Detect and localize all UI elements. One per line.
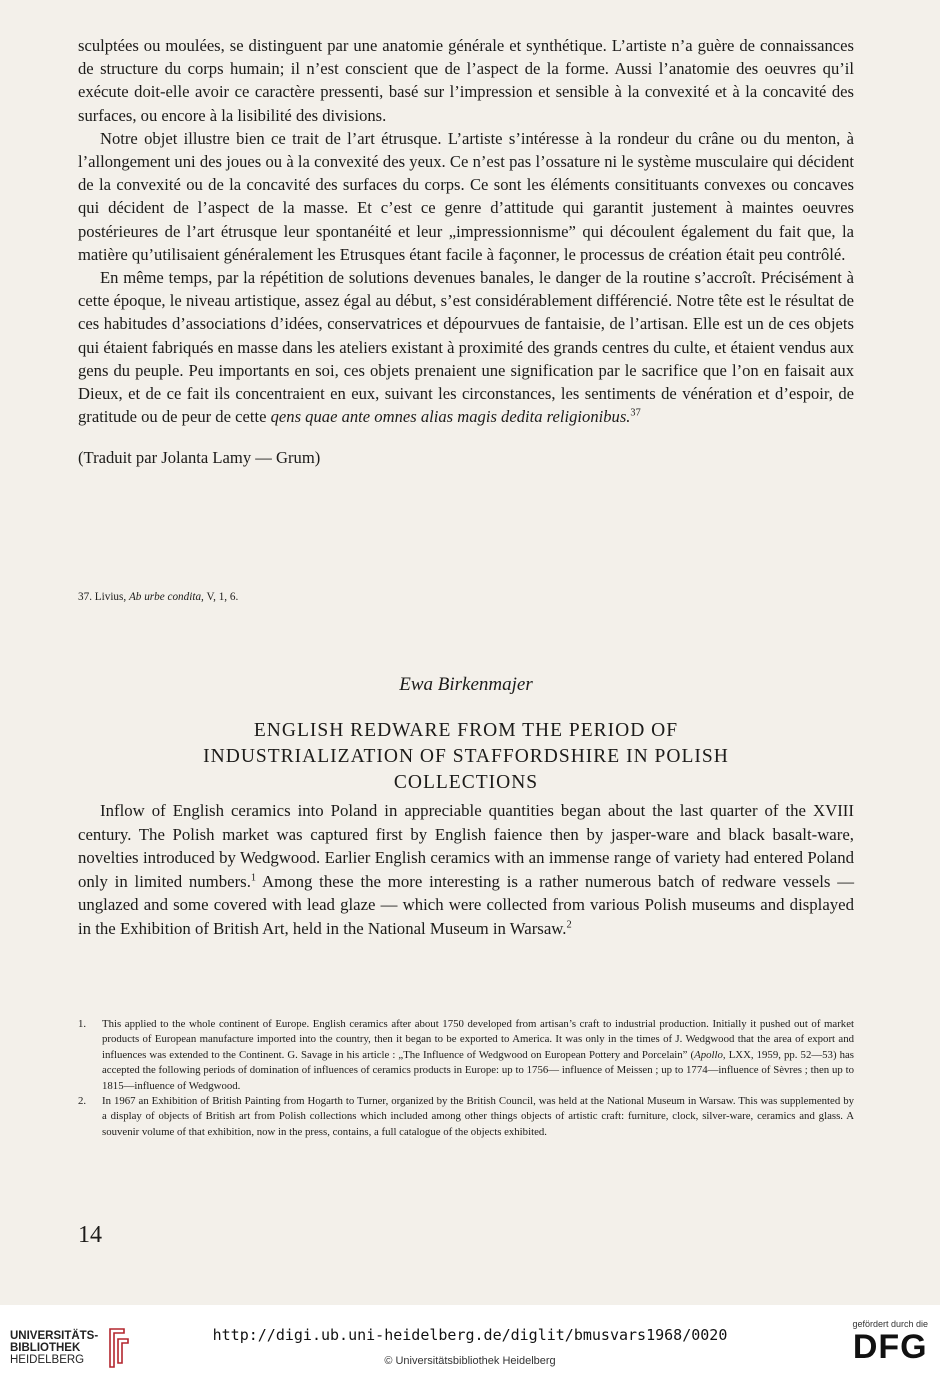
copyright-text: © Universitätsbibliothek Heidelberg xyxy=(384,1355,556,1367)
document-url-link[interactable]: http://digi.ub.uni-heidelberg.de/diglit/bmusvars1968/0020 xyxy=(212,1326,728,1344)
title-line: ENGLISH REDWARE FROM THE PERIOD OF xyxy=(253,720,679,741)
footnote-text: In 1967 an Exhibition of British Painting from Hogarth to Turner, organized by the British Council, was held at the National Museum in Warsaw. This was supplemented by a display of objects of British art from Polish collections which included among other things objects of artistic craft: furniture, clock, silver-ware, ceramics and glass. A souvenir volume of that exhibition, now in the press, contains, a full catalogue of the objects exhibited. xyxy=(102,1095,854,1138)
footnote-number: 1. xyxy=(78,1018,87,1030)
paragraph-text: En même temps, par la répétition de solutions devenues banales, le danger de la routine s’accroît. Précisément à cette époque, le niveau artistique, assez égal au début, s’est considérablement différencié. Notre tête est le résultat de ces habitudes d’associations d’idées, conservatrices et dépourvues de fantaisie, de l’artisan. Elle est un de ces objets qui étaient fabriqués en masse dans les ateliers existant à proximité des grands centres du culte, et étaient vendus aux gens du peuple. Peu importants en soi, ces objets prenaient une signification par le sacrifice que l’on en faisait aux Dieux, et de ce fait ils concentraient en eux, suivant les circonstances, les sentiments de vénération et d’espoir, de gratitude ou de peur de cette xyxy=(78,268,854,427)
latin-quote: qens quae ante omnes alias magis dedita religionibus. xyxy=(270,407,631,427)
ub-line: UNIVERSITÄTS- xyxy=(10,1330,99,1342)
title-line: INDUSTRIALIZATION OF STAFFORDSHIRE IN POLISH xyxy=(203,746,729,767)
footnote xyxy=(78,1094,854,1140)
paragraph-text: Inflow of English ceramics into Poland in appreciable quantities began about the last quarter of the XVIII century. The Polish market was captured first by English faience then by jasper-ware and black basalt-ware, novelties introduced by Wedgwood. Earlier English ceramics with an immense range of variety had entered Poland only in limited numbers. xyxy=(78,801,854,891)
footnote-37 xyxy=(78,591,854,603)
paragraph: Notre objet illustre bien ce trait de l’art étrusque. L’artiste s’intéresse à la rondeur du crâne ou du menton, à l’allongement uni des joues ou à la convexité des yeux. Ce n’est pas l’ossature ni le système musculaire qui décident de la convexité ou de la concavité des surfaces du corps. Ce sont les éléments consitituants convexes ou concaves qui décident de l’aspect de la masse. Et c’est ce genre d’attitude qui garantit justement à maintes oeuvres postérieures de l’art étrusque leur spontanéité et leur „impressionnisme” qui découlent également du fait que, la matière qu’utilisaient généralement les Etrusques étant facile à façonner, le processus de création était peu contrôlé. xyxy=(78,128,854,264)
footnote-ref: 1 xyxy=(250,872,257,884)
footnote-ref: 37 xyxy=(630,407,641,419)
ub-line: HEIDELBERG xyxy=(10,1354,85,1366)
footnote-number: 37. xyxy=(78,591,92,603)
footnote-text-part: LXX, 1959, pp. 52—53) has accepted the following periods of domination of influences of ceramics products in Europe: up to 1756— influence of Meissen ; up to 1774—influence of Sèvres ; then up to 1815—influence of Wedgwood. xyxy=(102,1048,854,1092)
article-title xyxy=(78,718,854,796)
dfg-logo[interactable] xyxy=(852,1319,928,1365)
footnote-ref: 2 xyxy=(566,919,572,931)
french-text-block xyxy=(78,34,854,470)
footnote-italic: Apollo, xyxy=(694,1048,726,1061)
footnote-text xyxy=(102,1017,854,1094)
paragraph: sculptées ou moulées, se distinguent par une anatomie générale et synthétique. L’artiste n’a guère de connaissances de structure du corps humain; il n’est conscient que de l’aspect de la forme. Aussi l’anatomie des oeuvres qu’il exécute doit-elle avoir ce caractère pressenti, basé sur l’impression et sensible à la convexité et à la concavité des surfaces, ou encore à la lisibilité des divisions. xyxy=(78,36,854,125)
paragraph xyxy=(78,266,854,428)
title-line: COLLECTIONS xyxy=(393,772,539,793)
dfg-caption: gefördert durch die xyxy=(852,1319,928,1329)
footnote-work: Ab urbe condita, xyxy=(128,591,204,603)
english-abstract xyxy=(78,799,854,941)
ub-line: BIBLIOTHEK xyxy=(10,1342,81,1354)
paragraph xyxy=(78,799,854,941)
footnote-reference: V, 1, 6. xyxy=(206,591,239,603)
dfg-wordmark: DFG xyxy=(852,1328,928,1366)
page-number: 14 xyxy=(78,1222,102,1248)
footer-bar xyxy=(0,1305,940,1386)
footnotes xyxy=(78,1017,854,1140)
footnote-text-part: This applied to the whole continent of Europe. English ceramics after about 1750 developed from artisan’s craft to industrial production. Initially it pushed out of market products of European manufacture imported into the country, then it began to be exported to America. It was only in the times of J. Wedgwood that the area of export and influences was extended to the Continent. G. Savage in his article : „The Influence of Wedgwood on European Pottery and Porcelain” ( xyxy=(102,1018,854,1061)
footnote xyxy=(78,1017,854,1094)
footnote-number: 2. xyxy=(78,1095,87,1108)
paragraph-text: Among these the more interesting is a rather numerous batch of redware vessels — unglazed and some covered with lead glaze — which were collected from various Polish museums and displayed in the Exhibition of British Art, held in the National Museum in Warsaw. xyxy=(78,871,854,938)
article-author: Ewa Birkenmajer xyxy=(399,674,533,695)
translator-credit: (Traduit par Jolanta Lamy — Grum) xyxy=(78,448,321,468)
footnote-author: Livius, xyxy=(94,591,127,603)
